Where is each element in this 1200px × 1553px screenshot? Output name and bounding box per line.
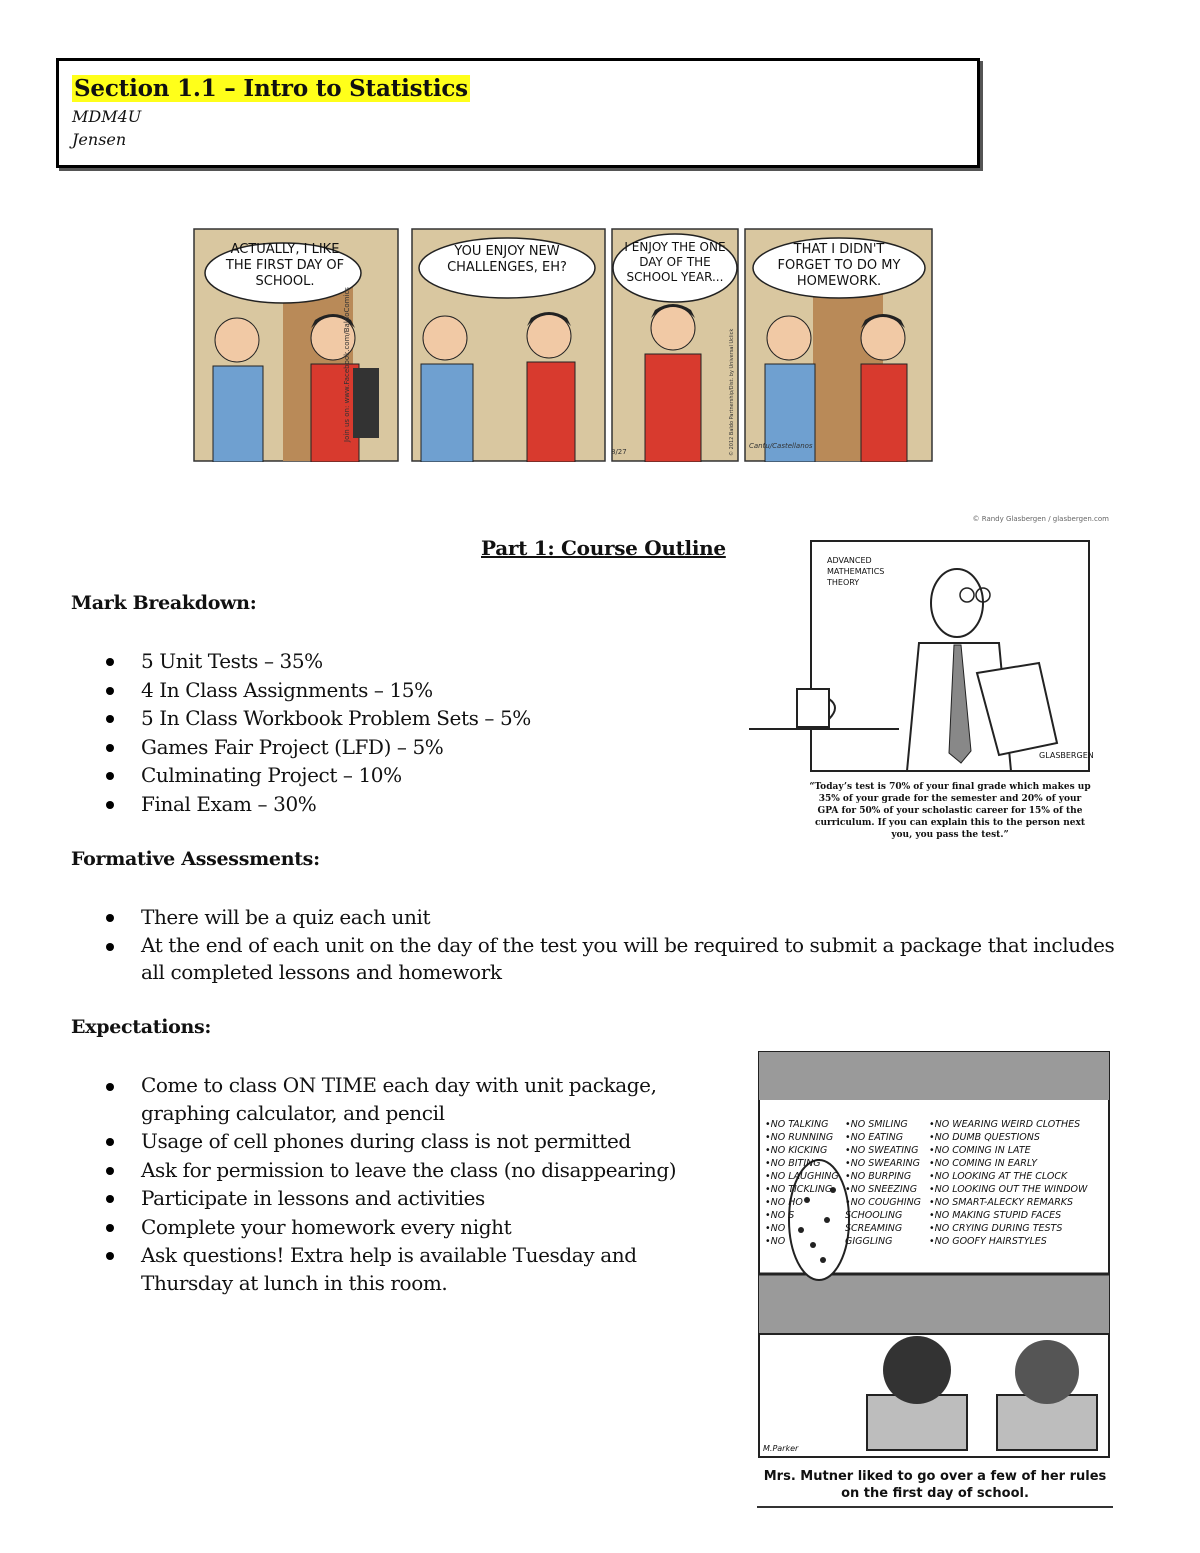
list-item: 5 Unit Tests – 35% bbox=[0, 647, 531, 676]
comic-panel-4-speech: THAT I DIDN'T FORGET TO DO MY HOMEWORK. bbox=[777, 242, 901, 289]
rules-column-2: •NO SMILING •NO EATING •NO SWEATING •NO SWEARING •NO BURPING •NO SNEEZING •NO COUGHING SCHOOLING SCREAMING GIGGLING bbox=[845, 1119, 922, 1247]
list-item: Ask questions! Extra help is available Tuesday and Thursday at lunch in this room. bbox=[0, 1241, 661, 1297]
math-cartoon-image bbox=[749, 515, 1109, 845]
math-cartoon-signature: GLASBERGEN bbox=[1039, 751, 1094, 760]
comic-side-text-2: © 2012 Baldo Partnership/Dist. by Universal Uclick bbox=[729, 328, 735, 456]
list-item: Come to class ON TIME each day with unit package, graphing calculator, and pencil bbox=[0, 1072, 661, 1127]
comic-date: 8/27 bbox=[611, 448, 627, 456]
list-item: At the end of each unit on the day of the test you will be required to submit a package that includes all completed lessons and homework bbox=[0, 932, 1131, 986]
course-code: MDM4U bbox=[72, 107, 142, 126]
rules-cartoon-image bbox=[757, 1050, 1113, 1510]
rules-column-3: •NO WEARING WEIRD CLOTHES •NO DUMB QUESTIONS •NO COMING IN LATE •NO COMING IN EARLY •NO LOOKING AT THE CLOCK •NO LOOKING OUT THE WINDOW •NO SMART-ALECKY REMARKS •NO MAKING STUPID FACES •NO CRYING DURING TESTS •NO GOOFY HAIRSTYLES bbox=[929, 1119, 1088, 1247]
list-item: Final Exam – 30% bbox=[0, 790, 531, 819]
math-cartoon-copyright: © Randy Glasbergen / glasbergen.com bbox=[972, 515, 1109, 523]
mark-breakdown-heading: Mark Breakdown: bbox=[71, 592, 257, 614]
comic-strip-image bbox=[193, 228, 933, 462]
list-item: Participate in lessons and activities bbox=[0, 1184, 676, 1213]
formative-heading: Formative Assessments: bbox=[71, 848, 320, 870]
list-item: Complete your homework every night bbox=[0, 1213, 676, 1242]
list-item: Culminating Project – 10% bbox=[0, 761, 531, 790]
list-item: 5 In Class Workbook Problem Sets – 5% bbox=[0, 704, 531, 733]
list-item: Ask for permission to leave the class (no disappearing) bbox=[0, 1156, 676, 1185]
rules-cartoon-divider bbox=[757, 1506, 1113, 1508]
comic-panel-2-speech: YOU ENJOY NEW CHALLENGES, EH? bbox=[447, 244, 567, 275]
mark-breakdown-list bbox=[0, 647, 531, 819]
list-item: 4 In Class Assignments – 15% bbox=[0, 676, 531, 705]
list-item: There will be a quiz each unit bbox=[0, 903, 1131, 932]
comic-panel-3-speech: I ENJOY THE ONE DAY OF THE SCHOOL YEAR... bbox=[624, 240, 726, 284]
math-cartoon-caption: “Today’s test is 70% of your final grade which makes up 35% of your grade for the semester and 20% of your GPA for 50% of your scholastic career for 15% of the curriculum. If you can explain this to the person next you, you pass the test.” bbox=[809, 782, 1091, 840]
teacher-name: Jensen bbox=[72, 130, 127, 149]
comic-panel-1-speech: ACTUALLY, I LIKE THE FIRST DAY OF SCHOOL. bbox=[225, 242, 345, 289]
header-box bbox=[56, 58, 980, 168]
rules-column-1: •NO TALKING •NO RUNNING •NO KICKING •NO BITING •NO LAUGHING •NO TICKLING •NO HO •NO S •NO •NO bbox=[765, 1119, 839, 1247]
math-cartoon-board-text: ADVANCED MATHEMATICS THEORY bbox=[827, 556, 885, 587]
rules-cartoon-drawing bbox=[757, 1050, 1113, 1460]
comic-signature: Cantu/Castellanos bbox=[749, 442, 813, 450]
rules-cartoon-caption: Mrs. Mutner liked to go over a few of her rules on the first day of school. bbox=[763, 1469, 1107, 1501]
part-title: Part 1: Course Outline bbox=[481, 536, 726, 560]
formative-list bbox=[0, 903, 1131, 986]
expectations-list bbox=[0, 1072, 676, 1297]
list-item: Usage of cell phones during class is not permitted bbox=[0, 1127, 676, 1156]
comic-side-text-1: Join us on: www.Facebook.com/BaldoComics bbox=[343, 287, 351, 442]
page-title: Section 1.1 – Intro to Statistics bbox=[74, 75, 468, 102]
rules-cartoon-signature: M.Parker bbox=[763, 1444, 799, 1453]
list-item: Games Fair Project (LFD) – 5% bbox=[0, 733, 531, 762]
expectations-heading: Expectations: bbox=[71, 1016, 212, 1038]
